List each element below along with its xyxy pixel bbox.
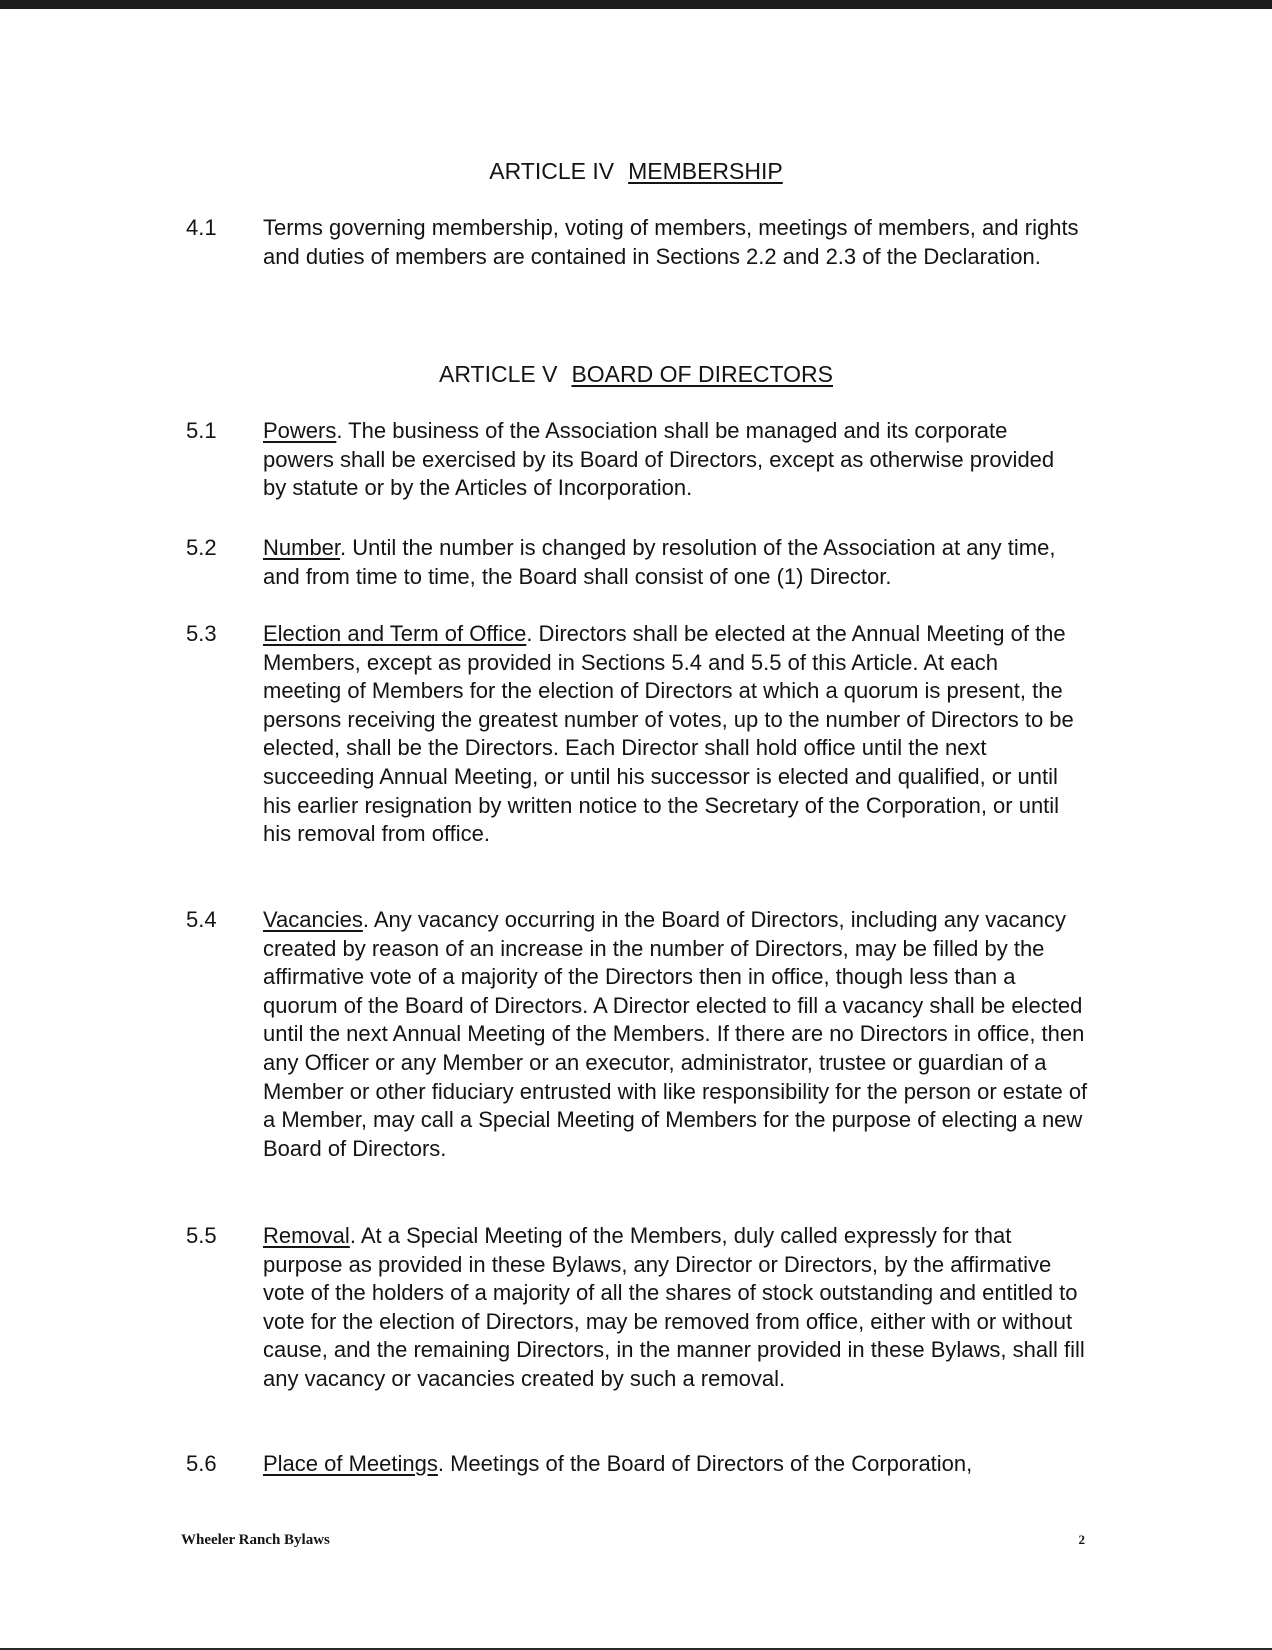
section-text: . The business of the Association shall be managed and its corporate powers shall be exercised by its Board of Directors, except as otherwise provided by statute or by the Articles of Incorporation. — [263, 418, 1055, 501]
section-body — [263, 534, 1093, 591]
section-text: . Until the number is changed by resolution of the Association at any time, and from time to time, the Board shall consist of one (1) Director. — [263, 535, 1056, 589]
article-v-label: ARTICLE V — [439, 361, 558, 387]
section-text: . At a Special Meeting of the Members, duly called expressly for that purpose as provided in these Bylaws, any Director or Directors, by the affirmative vote of the holders of a majority of all the shares of stock outstanding and entitled to vote for the election of Directors, may be removed from office, either with or without cause, and the remaining Directors, in the manner provided in these Bylaws, shall fill any vacancy or vacancies created by such a removal. — [263, 1223, 1085, 1391]
section-number: 5.4 — [186, 907, 217, 932]
section-heading: Number — [263, 535, 341, 560]
section-text: Terms governing membership, voting of members, meetings of members, and rights and duties of members are contained in Sections 2.2 and 2.3 of the Declaration. — [263, 215, 1079, 269]
section-number: 4.1 — [186, 215, 217, 240]
section-number: 5.2 — [186, 535, 217, 560]
article-iv-heading — [0, 157, 1272, 185]
section-number: 5.6 — [186, 1451, 217, 1476]
section-body — [263, 1450, 1093, 1479]
footer-document-title: Wheeler Ranch Bylaws — [181, 1532, 330, 1548]
section-heading: Place of Meetings — [263, 1451, 438, 1476]
section-text: . Any vacancy occurring in the Board of Directors, including any vacancy created by reason of an increase in the number of Directors, may be filled by the affirmative vote of a majority of the Directors then in office, though less than a quorum of the Board of Directors. A Director elected to fill a vacancy shall be elected until the next Annual Meeting of the Members. If there are no Directors in office, then any Officer or any Member or an executor, administrator, trustee or guardian of a Member or other fiduciary entrusted with like responsibility for the person or estate of a Member, may call a Special Meeting of Members for the purpose of electing a new Board of Directors. — [263, 907, 1088, 1161]
section-number: 5.5 — [186, 1223, 217, 1248]
section-heading: Vacancies — [263, 907, 363, 932]
article-v-title: BOARD OF DIRECTORS — [571, 361, 833, 387]
article-v-heading — [0, 360, 1272, 388]
section-heading: Powers — [263, 418, 337, 443]
section-number: 5.1 — [186, 418, 217, 443]
section-body — [263, 906, 1089, 1163]
scan-top-edge — [0, 0, 1272, 9]
section-heading: Removal — [263, 1223, 350, 1248]
section-heading: Election and Term of Office — [263, 621, 527, 646]
section-number: 5.3 — [186, 621, 217, 646]
section-body — [263, 417, 1073, 503]
section-body — [263, 1222, 1093, 1394]
section-text: . Meetings of the Board of Directors of the Corporation, — [437, 1451, 973, 1476]
section-body — [263, 620, 1078, 849]
article-iv-title: MEMBERSHIP — [628, 158, 783, 184]
section-text: . Directors shall be elected at the Annual Meeting of the Members, except as provided in Sections 5.4 and 5.5 of this Article. At each meeting of Members for the election of Directors at which a quorum is present, the persons receiving the greatest number of votes, up to the number of Directors to be elected, shall be the Directors. Each Director shall hold office until the next succeeding Annual Meeting, or until his successor is elected and qualified, or until his earlier resignation by written notice to the Secretary of the Corporation, or until his removal from office. — [263, 621, 1074, 847]
article-iv-label: ARTICLE IV — [489, 158, 615, 184]
page-number: 2 — [1078, 1532, 1085, 1547]
